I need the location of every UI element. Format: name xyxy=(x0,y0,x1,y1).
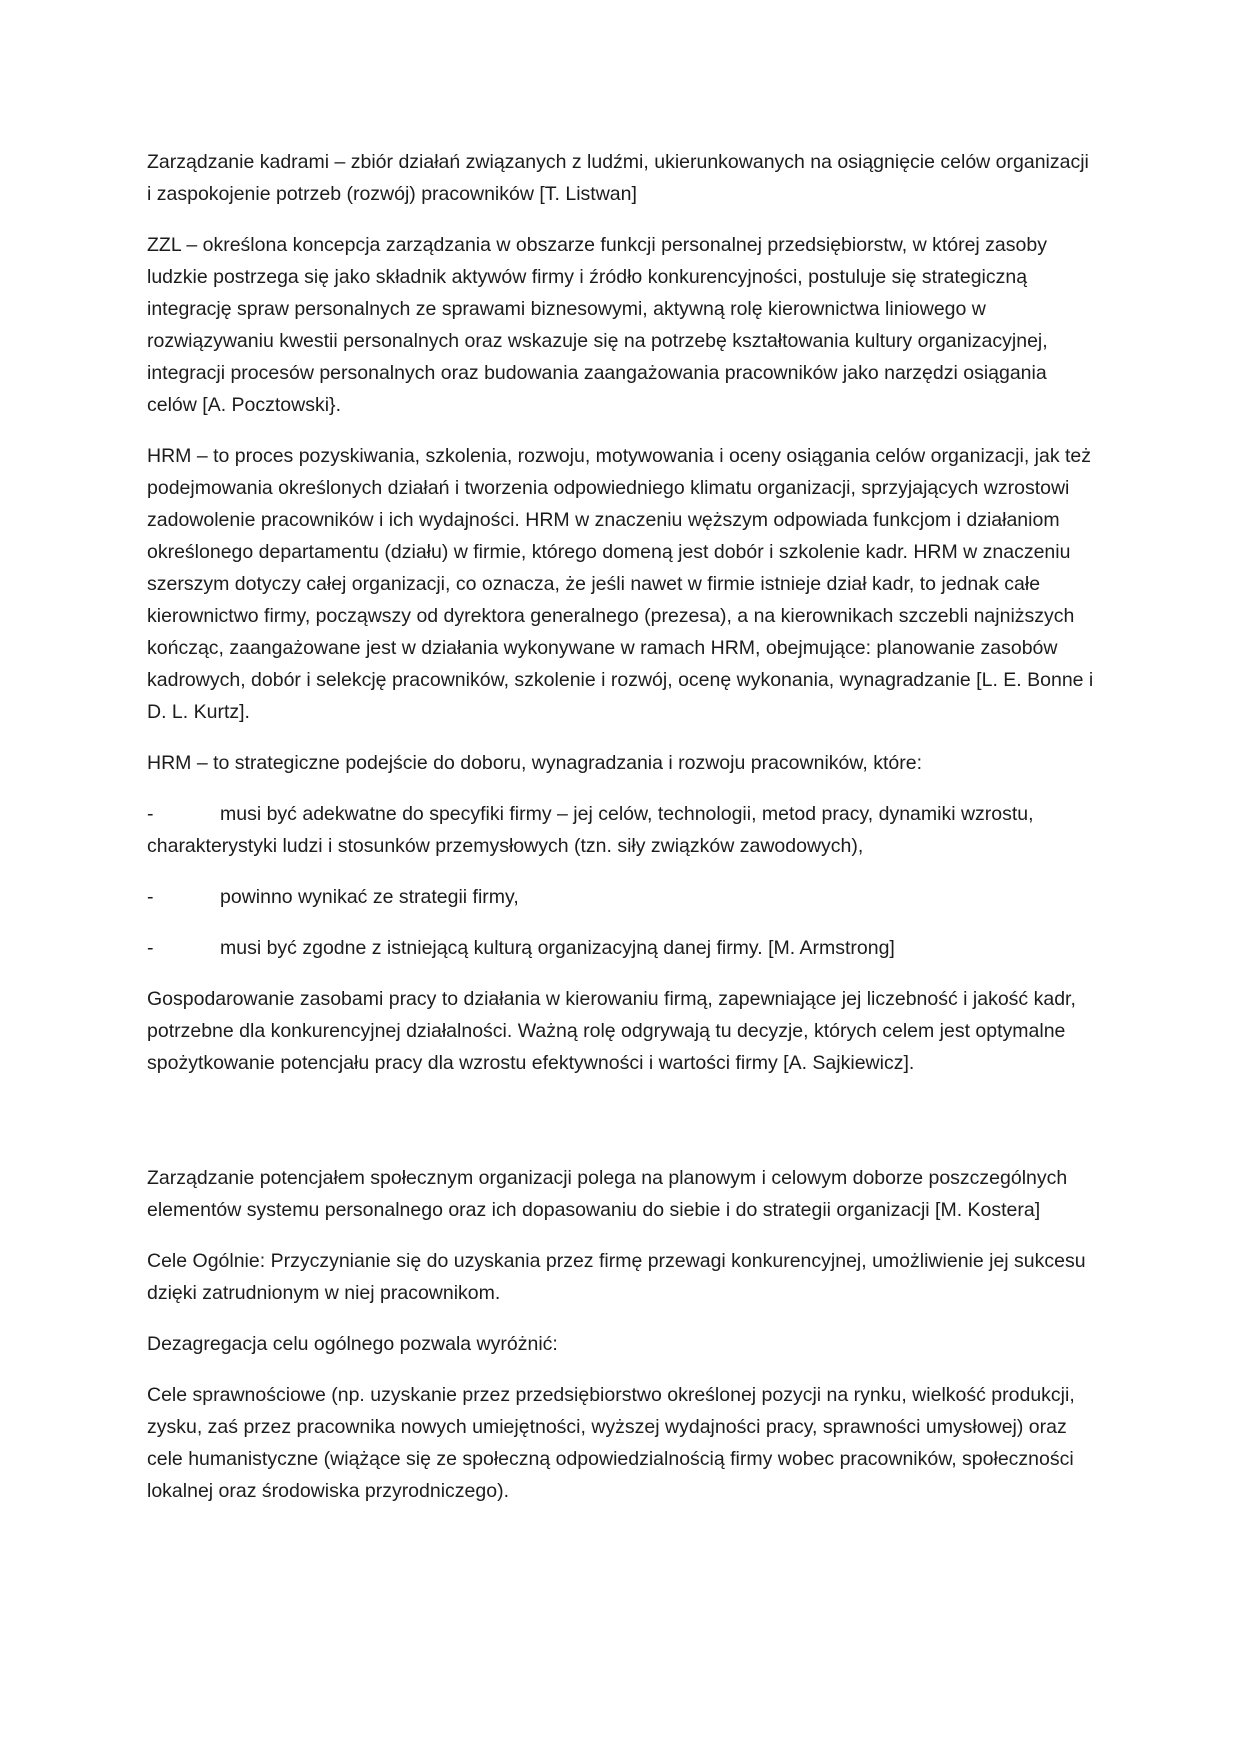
list-item-text: musi być adekwatne do specyfiki firmy – jej celów, technologii, metod pracy, dynamiki wzrostu, charakterystyki ludzi i stosunków przemysłowych (tzn. siły związków zawodowych), xyxy=(147,803,1034,857)
bullet-dash: - xyxy=(147,937,154,959)
document-body xyxy=(147,146,1095,1526)
list-item xyxy=(147,932,1095,964)
paragraph-dezagregacja: Dezagregacja celu ogólnego pozwala wyróżnić: xyxy=(147,1333,558,1355)
paragraph-zzl: ZZL – określona koncepcja zarządzania w obszarze funkcji personalnej przedsiębiorstw, w której zasoby ludzkie postrzega się jako składnik aktywów firmy i źródło konkurencyjności, postuluje się strategiczną integrację spraw personalnych ze sprawami biznesowymi, aktywną rolę kierownictwa liniowego w rozwiązywaniu kwestii personalnych oraz wskazuje się na potrzebę kształtowania kultury organizacyjnej, integracji procesów personalnych oraz budowania zaangażowania pracowników jako narzędzi osiągania celów [A. Pocztowski}. xyxy=(147,234,1048,416)
list-item-text: powinno wynikać ze strategii firmy, xyxy=(220,886,519,908)
paragraph-cele-ogolnie: Cele Ogólnie: Przyczynianie się do uzyskania przez firmę przewagi konkurencyjnej, umożliwienie jej sukcesu dzięki zatrudnionym w niej pracownikom. xyxy=(147,1250,1086,1304)
paragraph-cele-sprawnosciowe: Cele sprawnościowe (np. uzyskanie przez przedsiębiorstwo określonej pozycji na rynku, wielkość produkcji, zysku, zaś przez pracownika nowych umiejętności, wyższej wydajności pracy, sprawności umysłowej) oraz cele humanistyczne (wiążące się ze społeczną odpowiedzialnością firmy wobec pracowników, społeczności lokalnej oraz środowiska przyrodniczego). xyxy=(147,1384,1075,1502)
paragraph-potencjal-spoleczny: Zarządzanie potencjałem społecznym organizacji polega na planowym i celowym doborze poszczególnych elementów systemu personalnego oraz ich dopasowaniu do siebie i do strategii organizacji [M. Kostera] xyxy=(147,1167,1068,1221)
paragraph-zarzadzanie-kadrami: Zarządzanie kadrami – zbiór działań związanych z ludźmi, ukierunkowanych na osiągnięcie celów organizacji i zaspokojenie potrzeb (rozwój) pracowników [T. Listwan] xyxy=(147,151,1089,205)
paragraph-hrm-strategic: HRM – to strategiczne podejście do doboru, wynagradzania i rozwoju pracowników, które: xyxy=(147,752,922,774)
list-item xyxy=(147,881,1095,913)
bullet-dash: - xyxy=(147,803,154,825)
list-item xyxy=(147,798,1095,862)
bullet-dash: - xyxy=(147,886,154,908)
blank-line xyxy=(147,1098,1095,1162)
paragraph-gospodarowanie: Gospodarowanie zasobami pracy to działania w kierowaniu firmą, zapewniające jej liczebność i jakość kadr, potrzebne dla konkurencyjnej działalności. Ważną rolę odgrywają tu decyzje, których celem jest optymalne spożytkowanie potencjału pracy dla wzrostu efektywności i wartości firmy [A. Sajkiewicz]. xyxy=(147,988,1076,1074)
paragraph-hrm-process: HRM – to proces pozyskiwania, szkolenia, rozwoju, motywowania i oceny osiągania celów organizacji, jak też podejmowania określonych działań i tworzenia odpowiedniego klimatu organizacji, sprzyjających wzrostowi zadowolenie pracowników i ich wydajności. HRM w znaczeniu węższym odpowiada funkcjom i działaniom określonego departamentu (działu) w firmie, którego domeną jest dobór i szkolenie kadr. HRM w znaczeniu szerszym dotyczy całej organizacji, co oznacza, że jeśli nawet w firmie istnieje dział kadr, to jednak całe kierownictwo firmy, począwszy od dyrektora generalnego (prezesa), a na kierownikach szczebli najniższych kończąc, zaangażowane jest w działania wykonywane w ramach HRM, obejmujące: planowanie zasobów kadrowych, dobór i selekcję pracowników, szkolenie i rozwój, ocenę wykonania, wynagradzanie [L. E. Bonne i D. L. Kurtz]. xyxy=(147,445,1094,723)
list-item-text: musi być zgodne z istniejącą kulturą organizacyjną danej firmy. [M. Armstrong] xyxy=(220,937,895,959)
